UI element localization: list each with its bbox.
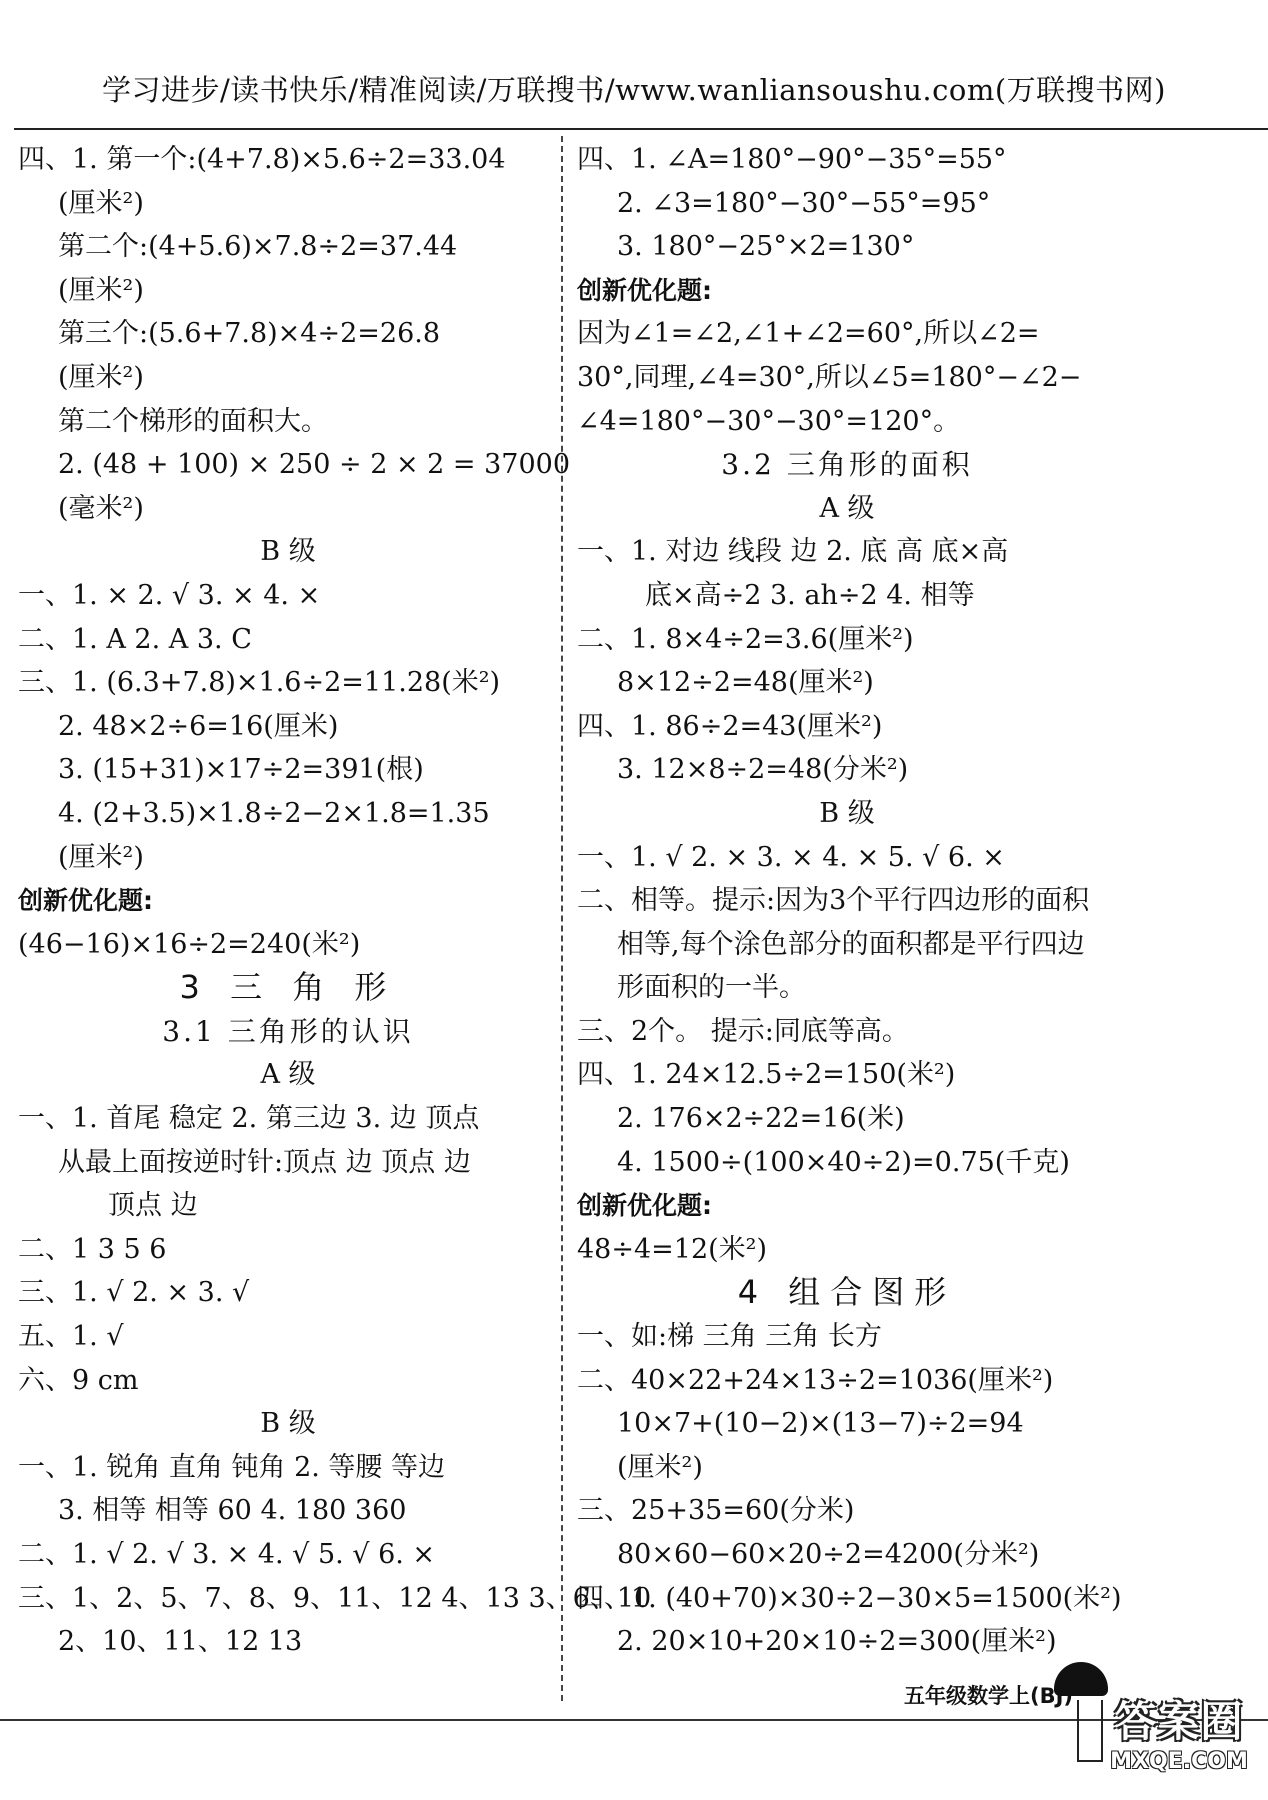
section-title: 3.1 三角形的认识 bbox=[162, 1014, 414, 1048]
innovation-heading: 创新优化题: bbox=[577, 275, 712, 305]
answer-line: 3. 相等 相等 60 4. 180 360 bbox=[58, 1495, 407, 1527]
answer-line: 五、1. √ bbox=[18, 1321, 124, 1353]
answer-line: 三、25+35=60(分米) bbox=[577, 1495, 855, 1527]
header-rule bbox=[14, 128, 1268, 130]
answer-line: 10×7+(10−2)×(13−7)÷2=94 bbox=[617, 1408, 1024, 1440]
answer-line: 底×高÷2 3. ah÷2 4. 相等 bbox=[645, 579, 975, 611]
answer-line: 四、1. 第一个:(4+7.8)×5.6÷2=33.04 bbox=[18, 144, 506, 175]
answer-line: 第二个梯形的面积大。 bbox=[58, 405, 328, 437]
answer-line: 第二个:(4+5.6)×7.8÷2=37.44 bbox=[58, 231, 458, 263]
answer-line: 一、1. 对边 线段 边 2. 底 高 底×高 bbox=[577, 536, 1009, 568]
answer-line: 顶点 边 bbox=[108, 1190, 198, 1222]
answer-line: 六、9 cm bbox=[18, 1364, 139, 1396]
answer-line: (厘米²) bbox=[58, 841, 144, 873]
answer-line: 三、1. (6.3+7.8)×1.6÷2=11.28(米²) bbox=[18, 667, 501, 699]
answer-line: 30°,同理,∠4=30°,所以∠5=180°−∠2− bbox=[577, 361, 1082, 393]
answer-line: 一、如:梯 三角 三角 长方 bbox=[577, 1321, 882, 1353]
answer-line: 3. (15+31)×17÷2=391(根) bbox=[58, 754, 424, 786]
answer-line: 2. ∠3=180°−30°−55°=95° bbox=[617, 187, 991, 219]
answer-line: 一、1. 首尾 稳定 2. 第三边 3. 边 顶点 bbox=[18, 1103, 480, 1135]
level-heading: B 级 bbox=[819, 797, 875, 829]
column-divider bbox=[561, 136, 563, 1701]
answer-line: (厘米²) bbox=[617, 1451, 703, 1483]
chapter-title: 3 三 角 形 bbox=[179, 968, 397, 1007]
answer-line: 因为∠1=∠2,∠1+∠2=60°,所以∠2= bbox=[577, 318, 1040, 350]
answer-line: 4. (2+3.5)×1.8÷2−2×1.8=1.35 bbox=[58, 797, 490, 829]
answer-line: (厘米²) bbox=[58, 187, 144, 219]
answer-line: 3. 12×8÷2=48(分米²) bbox=[617, 754, 909, 786]
answer-line: (厘米²) bbox=[58, 361, 144, 393]
answer-line: 二、1. A 2. A 3. C bbox=[18, 623, 252, 655]
answer-line: 从最上面按逆时针:顶点 边 顶点 边 bbox=[58, 1146, 471, 1178]
answer-line: 三、1、2、5、7、8、9、11、12 4、13 3、6、10 bbox=[18, 1582, 652, 1614]
level-heading: B 级 bbox=[260, 1408, 316, 1440]
answer-line: 二、1. 8×4÷2=3.6(厘米²) bbox=[577, 623, 914, 655]
answer-line: 4. 1500÷(100×40÷2)=0.75(千克) bbox=[617, 1146, 1070, 1178]
answer-line: 四、1. 24×12.5÷2=150(米²) bbox=[577, 1059, 956, 1091]
level-heading: A 级 bbox=[819, 492, 875, 524]
answer-line: (毫米²) bbox=[58, 492, 144, 524]
answer-line: 一、1. × 2. √ 3. × 4. × bbox=[18, 579, 321, 611]
answer-line: 二、1 3 5 6 bbox=[18, 1233, 167, 1265]
answer-line: 2. 20×10+20×10÷2=300(厘米²) bbox=[617, 1626, 1057, 1658]
answer-line: 48÷4=12(米²) bbox=[577, 1233, 768, 1265]
page-header: 学习进步/读书快乐/精准阅读/万联搜书/www.wanliansoushu.com(万联搜书网) bbox=[102, 73, 1166, 107]
answer-line: 二、40×22+24×13÷2=1036(厘米²) bbox=[577, 1364, 1054, 1396]
answer-line: 一、1. √ 2. × 3. × 4. × 5. √ 6. × bbox=[577, 841, 1005, 873]
answer-line: 二、相等。提示:因为3个平行四边形的面积 bbox=[577, 885, 1090, 917]
left-column bbox=[18, 138, 652, 1664]
answer-line: 2. (48 + 100) × 250 ÷ 2 × 2 = 37000 bbox=[58, 449, 571, 481]
answer-line: ∠4=180°−30°−30°=120°。 bbox=[577, 405, 961, 437]
watermark-logo: 答案圈 bbox=[1114, 1697, 1244, 1746]
footer-book-label: 五年级数学上(BJ) bbox=[903, 1684, 1073, 1708]
innovation-heading: 创新优化题: bbox=[18, 886, 153, 916]
answer-line: 四、1. 86÷2=43(厘米²) bbox=[577, 710, 883, 742]
answer-line: 三、1. √ 2. × 3. √ bbox=[18, 1277, 250, 1309]
page-corner-mark bbox=[1077, 1700, 1103, 1762]
answer-line: 形面积的一半。 bbox=[617, 972, 806, 1004]
level-heading: A 级 bbox=[260, 1059, 316, 1091]
answer-line: (46−16)×16÷2=240(米²) bbox=[18, 928, 361, 960]
section-title: 3.2 三角形的面积 bbox=[721, 448, 973, 482]
answer-line: 一、1. 锐角 直角 钝角 2. 等腰 等边 bbox=[18, 1451, 446, 1483]
answer-line: 四、1. (40+70)×30÷2−30×5=1500(米²) bbox=[577, 1582, 1122, 1614]
watermark-domain: MXQE.COM bbox=[1110, 1749, 1248, 1774]
answer-line: 8×12÷2=48(厘米²) bbox=[617, 667, 874, 699]
right-column bbox=[577, 138, 1122, 1664]
answer-line: 三、2个。 提示:同底等高。 bbox=[577, 1015, 909, 1047]
answer-line: 80×60−60×20÷2=4200(分米²) bbox=[617, 1539, 1040, 1570]
answer-line: 2. 48×2÷6=16(厘米) bbox=[58, 710, 339, 742]
answer-line: 相等,每个涂色部分的面积都是平行四边 bbox=[617, 928, 1085, 960]
answer-line: 四、1. ∠A=180°−90°−35°=55° bbox=[577, 144, 1007, 175]
watermark bbox=[1104, 1696, 1254, 1776]
answer-line: 二、1. √ 2. √ 3. × 4. √ 5. √ 6. × bbox=[18, 1539, 436, 1570]
answer-line: 2. 176×2÷22=16(米) bbox=[617, 1103, 905, 1135]
answer-line: 3. 180°−25°×2=130° bbox=[617, 231, 915, 263]
answer-line: (厘米²) bbox=[58, 274, 144, 306]
answer-line: 2、10、11、12 13 bbox=[58, 1626, 303, 1658]
chapter-title: 4 组合图形 bbox=[737, 1273, 957, 1312]
answer-line: 第三个:(5.6+7.8)×4÷2=26.8 bbox=[58, 318, 441, 350]
innovation-heading: 创新优化题: bbox=[577, 1191, 712, 1221]
level-heading: B 级 bbox=[260, 536, 316, 568]
